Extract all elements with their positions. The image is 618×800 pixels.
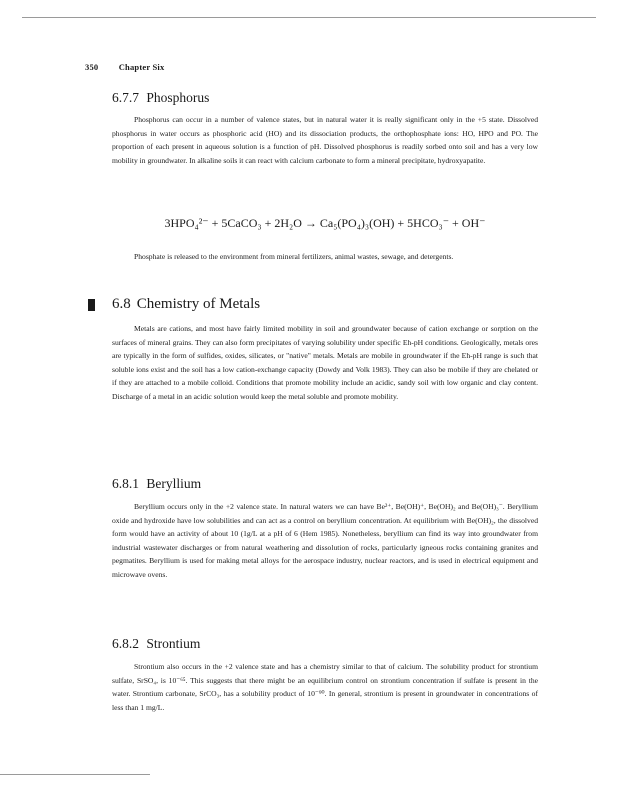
section-title: Strontium (146, 636, 201, 651)
section-number: 6.7.7 (112, 90, 139, 105)
running-head (85, 62, 164, 72)
paragraph: Metals are cations, and most have fairly limited mobility in soil and groundwater because of cation exchange or sorption on the surfaces of mineral grains. They can also form precipitates of varying solubility under specific Eh-pH conditions. Geologically, metals ores are typically in the form of sulfides, oxides, silicates, or "native" metals. Metals are mobile in groundwater if the Eh-pH range is such that soluble ions exist and the soil has a low cation-exchange capacity (Dowdy and Volk 1983). They can also be mobile if they are chelated or if they are attached to a mobile colloid. Conditions that promote mobility include an acidic, sandy soil with low organic and clay content. Discharge of a metal in an acidic solution would keep the metal soluble and promote mobility. (112, 324, 538, 401)
paragraph: Phosphate is released to the environment from mineral fertilizers, animal wastes, sewage, and detergents. (134, 252, 454, 261)
section-metals (112, 296, 538, 404)
section-heading-beryllium (112, 476, 538, 492)
bottom-rule (0, 774, 150, 775)
section-number: 6.8.1 (112, 476, 139, 491)
paragraph: Phosphorus can occur in a number of valence states, but in natural water it is really significant only in the +5 state. Dissolved phosphorus in water occurs as phosphoric acid (HO) and its dissociation products, the orthophosphate ions: HO, HPO and PO. The proportion of each present in aqueous solution is a function of pH. Dissolved phosphorus is readily sorbed onto soil and has a very low mobility in groundwater. In alkaline soils it can react with calcium carbonate to form a mineral precipitate, hydroxyapatite. (112, 115, 538, 165)
section-heading-phosphorus (112, 90, 538, 106)
section-heading-strontium (112, 636, 538, 652)
section-number: 6.8.2 (112, 636, 139, 651)
section-heading-metals (112, 296, 538, 313)
paragraph: Beryllium occurs only in the +2 valence state. In natural waters we can have Be²⁺, Be(OH)⁺, Be(OH)₂ and Be(OH)₃⁻. Beryllium oxide and hydroxide have low solubilities and can act as a control on beryllium concentration. At equilibrium with Be(OH)₂, the dissolved form would have an activity of about 10 (1g/L at a pH of 6 (Hem 1985). Nonetheless, beryllium can find its way into groundwater from industrial wastewater discharges or from natural weathering and dissolution of rocks, particularly igneous rocks containing granites and pegmatites. Beryllium is used for making metal alloys for the aerospace industry, nuclear reactors, and is used in electrical equipment and microwave ovens. (112, 502, 538, 579)
heading-bullet-icon (88, 299, 95, 311)
section-phosphorus-cont (112, 250, 538, 264)
paragraph: Strontium also occurs in the +2 valence state and has a chemistry similar to that of calcium. The solubility product for strontium sulfate, SrSO₄, is 10⁻⁶⁵. This suggests that there might be an equilibrium control on strontium concentration if sulfate is present in the water. Strontium carbonate, SrCO₃, has a solubility product of 10⁻⁹⁰. In general, strontium is present in groundwater in concentrations of less than 1 mg/L. (112, 662, 538, 712)
chemical-equation: 3HPO₄²⁻ + 5CaCO₃ + 2H₂O → Ca₅(PO₄)₃(OH) + 5HCO₃⁻ + OH⁻ (164, 216, 486, 230)
section-number: 6.8 (112, 296, 131, 312)
section-beryllium (112, 476, 538, 582)
section-strontium (112, 636, 538, 714)
top-rule (22, 17, 596, 18)
section-phosphorus (112, 90, 538, 167)
section-title: Chemistry of Metals (136, 296, 261, 312)
section-title: Phosphorus (146, 90, 210, 105)
page-number: 350 (85, 62, 99, 72)
chapter-label: Chapter Six (118, 62, 165, 72)
section-title: Beryllium (146, 476, 202, 491)
